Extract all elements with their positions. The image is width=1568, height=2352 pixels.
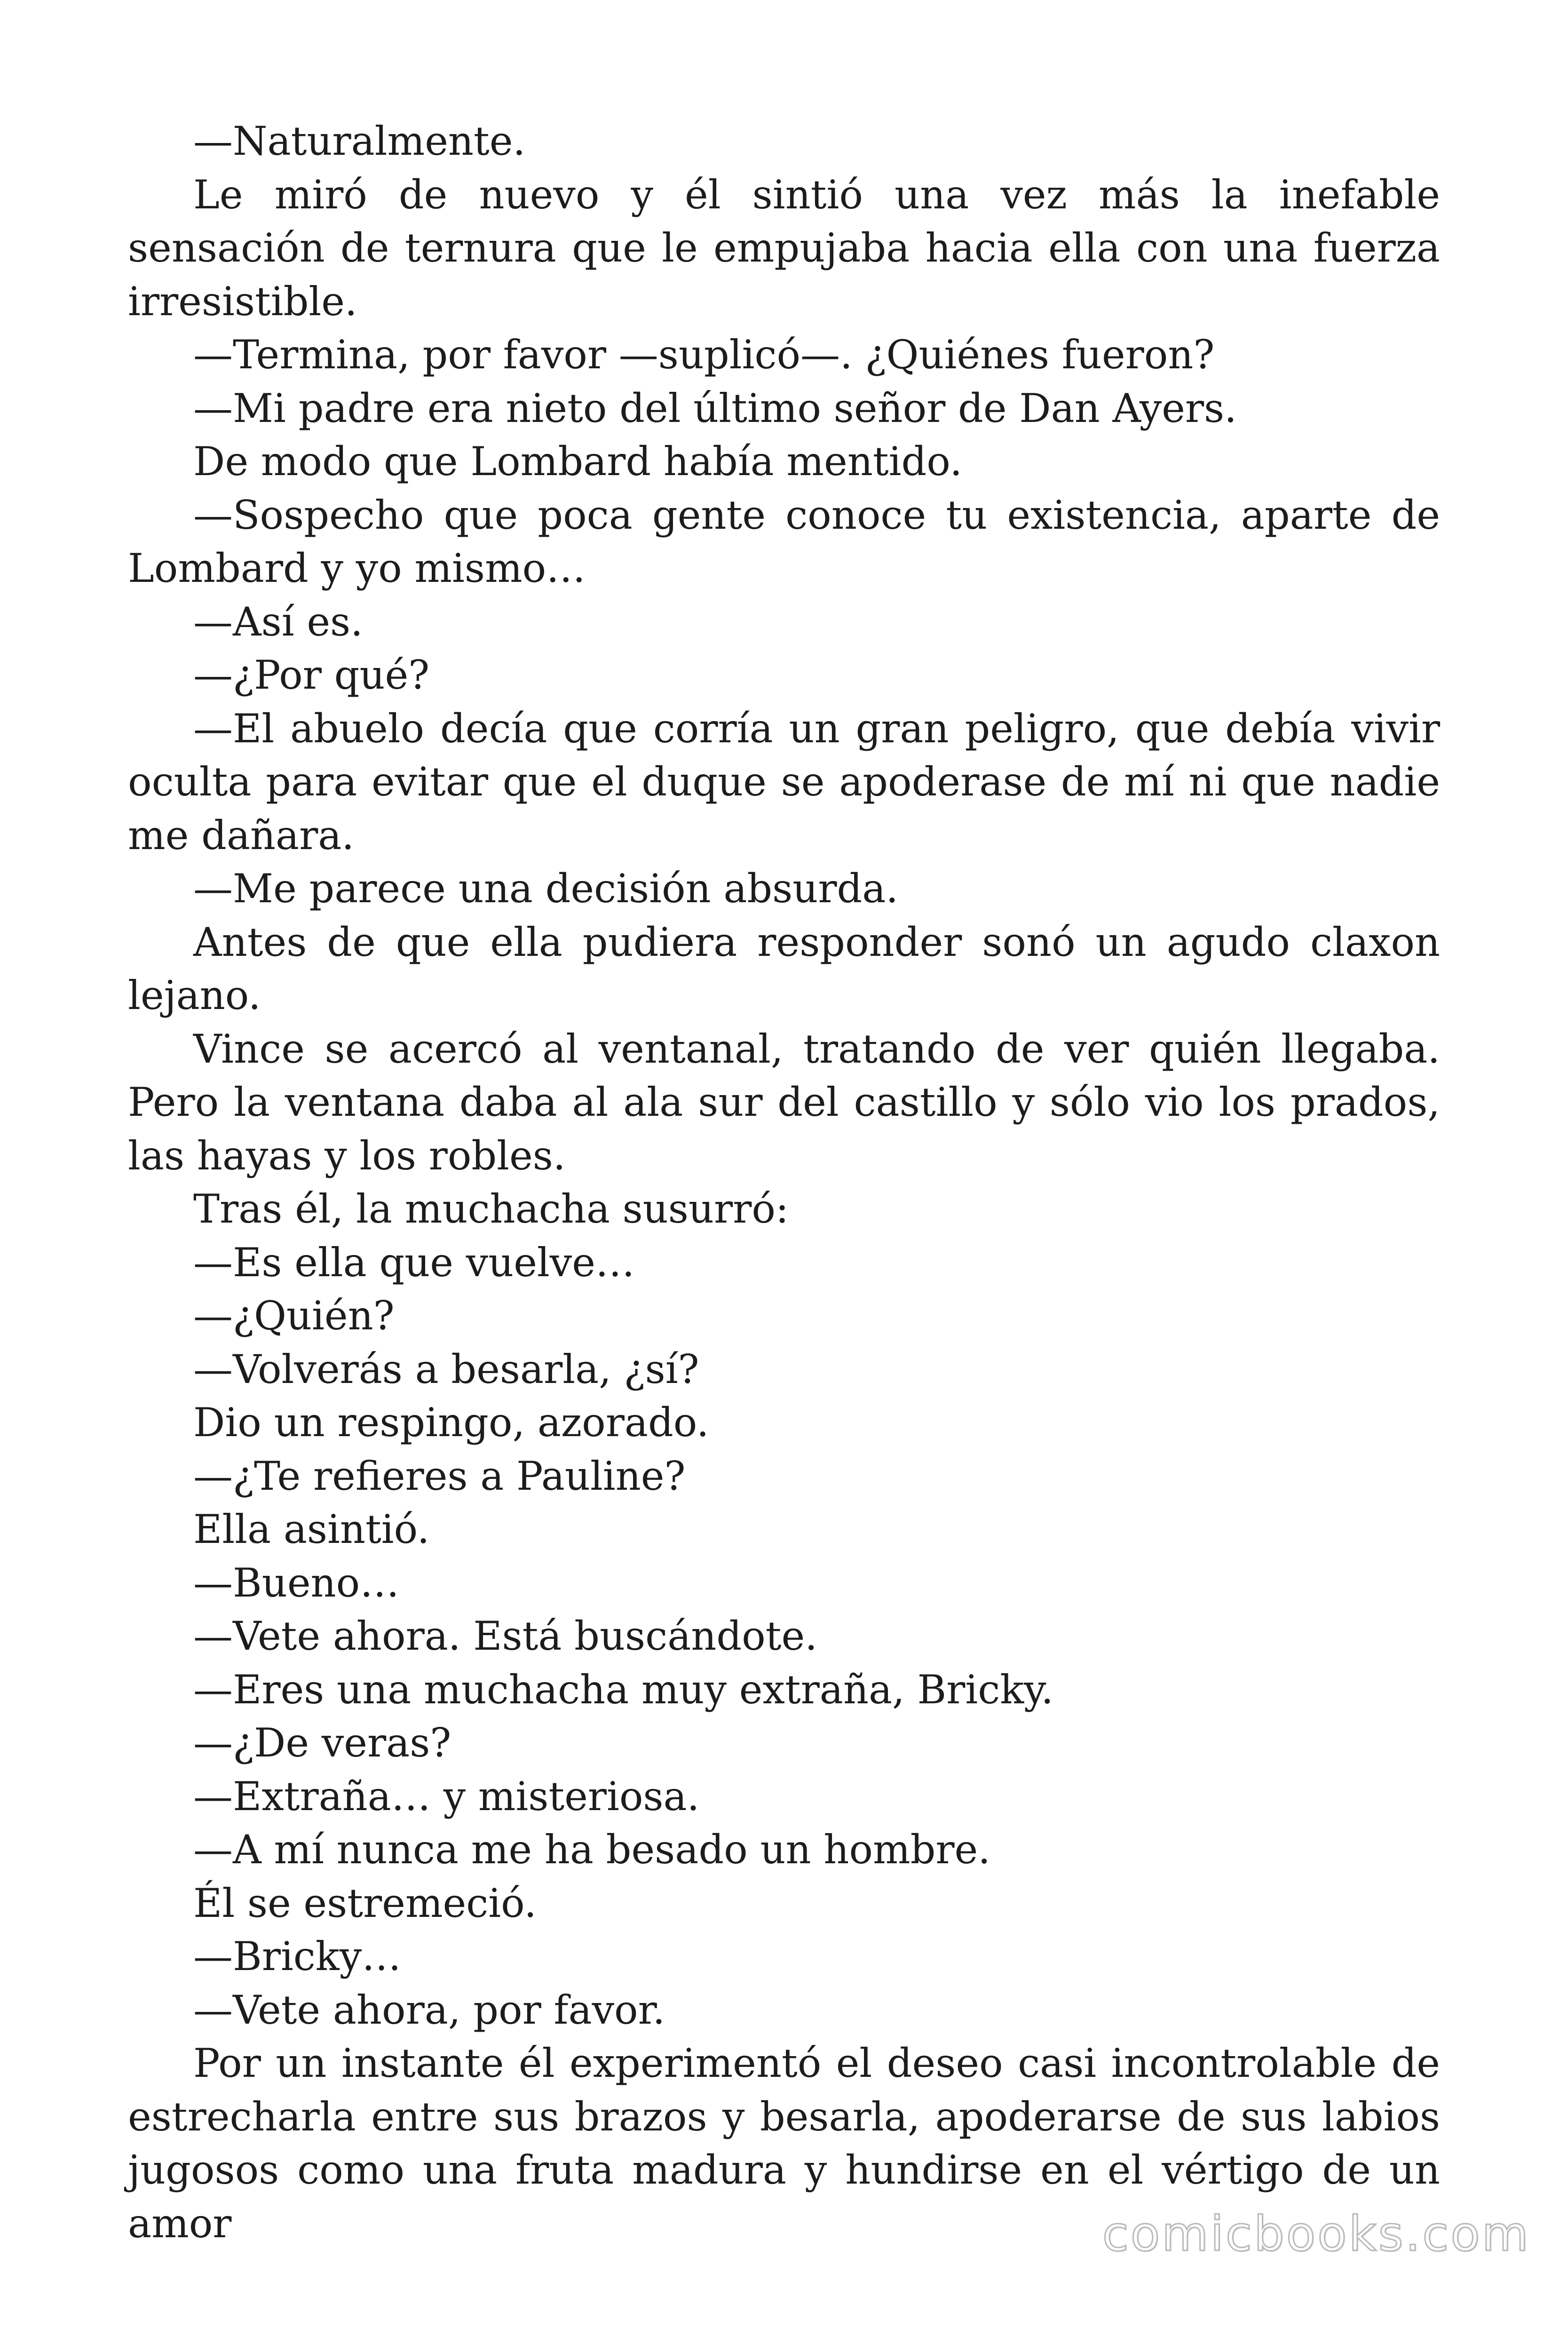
paragraph: Vince se acercó al ventanal, tratando de ver quién llegaba. Pero la ventana daba al ala sur del castillo y sólo vio los prados, las hayas y los robles. xyxy=(128,1025,1440,1179)
paragraph: —Vete ahora. Está buscándote. xyxy=(193,1613,817,1659)
paragraph: —¿Por qué? xyxy=(193,652,430,698)
paragraph: —A mí nunca me ha besado un hombre. xyxy=(193,1827,990,1873)
paragraph: —Bueno… xyxy=(193,1559,400,1606)
paragraph: Por un instante él experimentó el deseo casi incontrolable de estrecharla entre sus brazos y besarla, apoderarse de sus labios jugosos como una fruta madura y hundirse en el vértigo de un amor xyxy=(128,2040,1440,2247)
paragraph: Dio un respingo, azorado. xyxy=(193,1399,709,1446)
paragraph: De modo que Lombard había mentido. xyxy=(193,438,963,485)
paragraph: —Mi padre era nieto del último señor de Dan Ayers. xyxy=(193,385,1237,431)
paragraph: —El abuelo decía que corría un gran peligro, que debía vivir oculta para evitar que el duque se apoderase de mí ni que nadie me dañara. xyxy=(128,705,1440,858)
paragraph: —Bricky… xyxy=(193,1933,402,1979)
paragraph: —Termina, por favor —suplicó—. ¿Quiénes fueron? xyxy=(193,332,1215,378)
paragraph: —Naturalmente. xyxy=(193,118,526,164)
paragraph: Antes de que ella pudiera responder sonó un agudo claxon lejano. xyxy=(128,919,1440,1018)
paragraph: —Volverás a besarla, ¿sí? xyxy=(193,1346,699,1392)
body-text xyxy=(128,115,1440,2250)
paragraph: —¿Te refieres a Pauline? xyxy=(193,1453,686,1499)
paragraph: Le miró de nuevo y él sintió una vez más la inefable sensación de ternura que le empujaba hacia ella con una fuerza irresistible. xyxy=(128,171,1440,325)
paragraph: —¿Quién? xyxy=(193,1293,395,1339)
paragraph: Tras él, la muchacha susurró: xyxy=(193,1186,789,1232)
paragraph: Ella asintió. xyxy=(193,1506,430,1552)
paragraph: —Es ella que vuelve… xyxy=(193,1239,635,1286)
paragraph: —Eres una muchacha muy extraña, Bricky. xyxy=(193,1666,1054,1713)
paragraph: Él se estremeció. xyxy=(193,1880,537,1926)
paragraph: —Extraña… y misteriosa. xyxy=(193,1773,700,1820)
paragraph: —Me parece una decisión absurda. xyxy=(193,866,899,912)
paragraph: —Así es. xyxy=(193,598,363,645)
paragraph: —Sospecho que poca gente conoce tu existencia, aparte de Lombard y yo mismo… xyxy=(128,492,1440,591)
paragraph: —¿De veras? xyxy=(193,1720,451,1766)
paragraph: —Vete ahora, por favor. xyxy=(193,1986,665,2033)
watermark: comicbooks.com xyxy=(1102,2206,1530,2262)
